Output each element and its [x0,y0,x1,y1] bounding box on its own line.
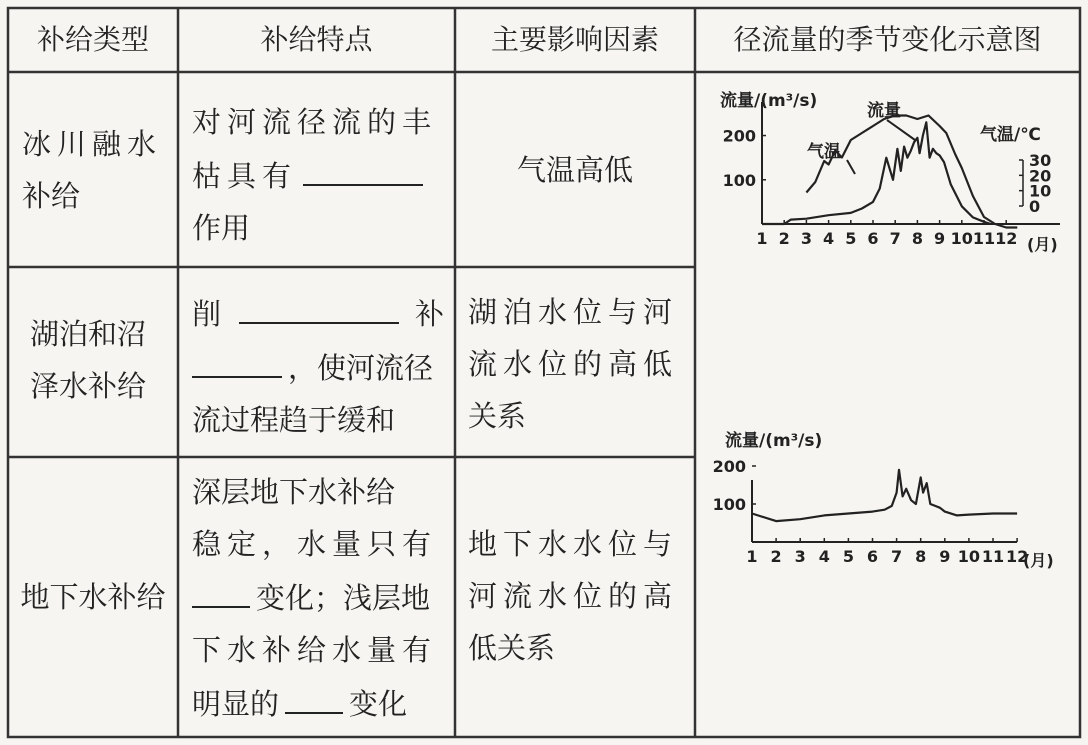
chart1-ylabel: 流量/(m³/s) [720,91,818,111]
chart2-y-tick-label: 200 [712,457,746,476]
row-glacier-factor: 气温高低 [516,152,633,187]
row-lake-factor: 湖泊水位与河 流水位的高低 关系 [468,295,679,433]
chart1-series-1-line [762,122,991,224]
chart2-ylabel: 流量/(m³/s) [725,431,823,451]
answer-blank[interactable] [192,340,282,378]
answer-blank[interactable] [303,148,423,186]
chart1-y2-tick-label: 10 [1029,181,1052,201]
chart1-x-tick-label: 10 [950,229,973,248]
chart2-x-tick-label: 4 [818,547,830,566]
chart1-x-tick-label: 4 [823,229,835,248]
chart2-x-tick-label: 3 [794,547,806,566]
chart2-x-tick-label: 7 [891,547,903,566]
header-supply-feature: 补给特点 [260,23,373,56]
chart1-series-label-flow: 流量 [867,101,901,121]
header-main-factor: 主要影响因素 [490,23,659,56]
chart1-x-tick-label: 5 [845,229,857,248]
chart1-x-tick-label: 1 [756,229,768,248]
chart1-x-tick-label: 7 [889,229,901,248]
chart1-x-tick-label: 11 [972,229,996,248]
chart2-xlabel: (月) [1023,551,1054,570]
row-groundwater-feature: 深层地下水补给 稳定，水量只有 变化；浅层地 下水补给水量有 明显的 变化 [192,475,438,721]
chart1-xlabel: (月) [1027,235,1058,254]
chart1-x-tick-label: 12 [995,229,1018,248]
row-glacier-feature: 对河流径流的丰 枯具有 作用 [192,105,438,245]
chart1-y2-tick-label: 30 [1029,151,1052,170]
chart1-x-tick-label: 6 [867,229,879,248]
chart2-x-tick-label: 5 [842,547,854,566]
chart2-x-tick-label: 6 [866,547,879,566]
chart2-y-tick-label: 100 [712,495,746,514]
chart1-y2label: 气温/℃ [980,125,1041,145]
chart2-x-tick-label: 12 [1005,547,1029,566]
glacier-runoff-chart [705,78,1075,263]
row-groundwater-type: 地下水补给 [20,580,166,614]
chart2-x-tick-label: 9 [939,547,951,566]
chart1-y-tick-label: 100 [722,170,756,190]
chart2-series-1-line [752,470,1017,521]
chart2-x-tick-label: 8 [915,547,927,566]
chart2-x-tick-label: 2 [770,547,782,566]
chart1-y-tick-label: 200 [722,126,756,146]
chart1-y2-tick-label: 20 [1029,166,1052,186]
chart2-x-tick-label: 11 [981,547,1005,566]
header-seasonal-chart: 径流量的季节变化示意图 [733,23,1042,56]
row-lake-type: 湖泊和沼 泽水补给 [30,317,147,403]
answer-blank[interactable] [285,676,343,714]
answer-blank[interactable] [192,570,250,608]
chart1-x-tick-label: 3 [800,229,812,248]
chart1-temp-pointer [847,160,855,174]
row-groundwater-factor: 地下水水位与 河流水位的高 低关系 [468,527,679,665]
answer-blank[interactable] [239,286,399,324]
header-supply-type: 补给类型 [36,23,149,56]
chart2-x-tick-label: 1 [746,547,758,566]
row-lake-feature: 削 补 ，使河流径 流过程趋于缓和 [192,286,452,446]
chart1-y2-tick-label: 0 [1029,197,1041,216]
chart1-x-tick-label: 8 [911,229,923,248]
groundwater-runoff-chart [705,425,1075,575]
chart1-x-tick-label: 9 [934,229,946,248]
chart1-x-tick-label: 2 [778,229,790,248]
chart1-flow-pointer [887,120,915,140]
row-glacier-type: 冰川融水 补给 [22,127,163,213]
chart1-series-label-temp: 气温 [807,142,841,162]
chart2-x-tick-label: 10 [957,547,981,566]
